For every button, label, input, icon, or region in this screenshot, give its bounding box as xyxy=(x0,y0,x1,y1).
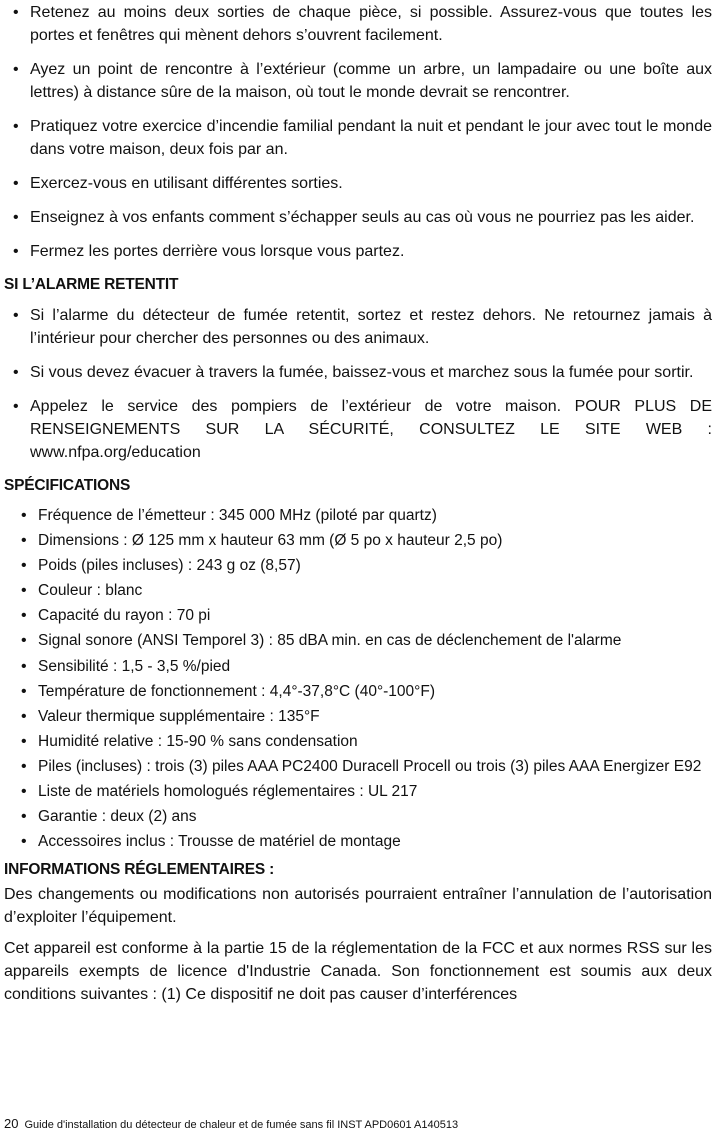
spec-item: • Humidité relative : 15-90 % sans condensation xyxy=(4,731,712,753)
spec-item: • Poids (piles incluses) : 243 g oz (8,57) xyxy=(4,555,712,577)
safety-bullet-list xyxy=(4,1,712,263)
spec-item: • Température de fonctionnement : 4,4°-37,8°C (40°-100°F) xyxy=(4,681,712,703)
regulatory-paragraph: Des changements ou modifications non autorisés pourraient entraîner l’annulation de l’autorisation d’exploiter l’équipement. xyxy=(4,886,712,927)
spec-item: • Sensibilité : 1,5 - 3,5 %/pied xyxy=(4,656,712,678)
page-content xyxy=(4,0,712,1014)
safety-bullet: • Exercez-vous en utilisant différentes sorties. xyxy=(4,172,712,195)
spec-heading: SPÉCIFICATIONS xyxy=(4,477,131,494)
spec-item: • Dimensions : Ø 125 mm x hauteur 63 mm (Ø 5 po x hauteur 2,5 po) xyxy=(4,530,712,552)
alarm-bullet: • Si l’alarme du détecteur de fumée retentit, sortez et restez dehors. Ne retournez jamais à l’intérieur pour chercher des personnes ou des animaux. xyxy=(4,304,712,350)
safety-bullet: • Pratiquez votre exercice d’incendie familial pendant la nuit et pendant le jour avec tout le monde dans votre maison, deux fois par an. xyxy=(4,115,712,161)
spec-item: • Garantie : deux (2) ans xyxy=(4,806,712,828)
regulatory-paragraph: Cet appareil est conforme à la partie 15 de la réglementation de la FCC et aux normes RSS sur les appareils exempts de licence d'Industrie Canada. Son fonctionnement est soumis aux deux conditions suivantes : (1) Ce dispositif ne doit pas causer d’interférences xyxy=(4,940,712,1004)
spec-item: • Fréquence de l’émetteur : 345 000 MHz (piloté par quartz) xyxy=(4,505,712,527)
spec-list xyxy=(4,505,712,853)
spec-item: • Signal sonore (ANSI Temporel 3) : 85 dBA min. en cas de déclenchement de l'alarme xyxy=(4,630,712,652)
spec-item: • Valeur thermique supplémentaire : 135°F xyxy=(4,706,712,728)
spec-item: • Couleur : blanc xyxy=(4,580,712,602)
safety-bullet: • Retenez au moins deux sorties de chaque pièce, si possible. Assurez-vous que toutes les portes et fenêtres qui mènent dehors s’ouvrent facilement. xyxy=(4,1,712,47)
safety-bullet: • Fermez les portes derrière vous lorsque vous partez. xyxy=(4,240,712,263)
alarm-bullet: • Appelez le service des pompiers de l’extérieur de votre maison. POUR PLUS DE RENSEIGNEMENTS SUR LA SÉCURITÉ, CONSULTEZ LE SITE WEB : www.nfpa.org/education xyxy=(4,395,712,464)
alarm-heading: SI L’ALARME RETENTIT xyxy=(4,276,179,293)
spec-item: • Capacité du rayon : 70 pi xyxy=(4,605,712,627)
page-number: 20 xyxy=(4,1116,19,1131)
regulatory-heading: INFORMATIONS RÉGLEMENTAIRES : xyxy=(4,861,275,879)
spec-item: • Accessoires inclus : Trousse de matériel de montage xyxy=(4,831,712,853)
footer-text: Guide d'installation du détecteur de chaleur et de fumée sans fil INST APD0601 A140513 xyxy=(24,1119,459,1131)
spec-item: • Liste de matériels homologués réglementaires : UL 217 xyxy=(4,781,712,803)
safety-bullet: • Enseignez à vos enfants comment s’échapper seuls au cas où vous ne pourriez pas les aider. xyxy=(4,206,712,229)
page-footer xyxy=(4,1117,458,1132)
safety-bullet: • Ayez un point de rencontre à l’extérieur (comme un arbre, un lampadaire ou une boîte aux lettres) à distance sûre de la maison, où tout le monde devrait se rencontrer. xyxy=(4,58,712,104)
alarm-bullet: • Si vous devez évacuer à travers la fumée, baissez-vous et marchez sous la fumée pour sortir. xyxy=(4,361,712,384)
alarm-bullet-list xyxy=(4,304,712,464)
spec-item: • Piles (incluses) : trois (3) piles AAA PC2400 Duracell Procell ou trois (3) piles AAA Energizer E92 xyxy=(4,756,712,778)
